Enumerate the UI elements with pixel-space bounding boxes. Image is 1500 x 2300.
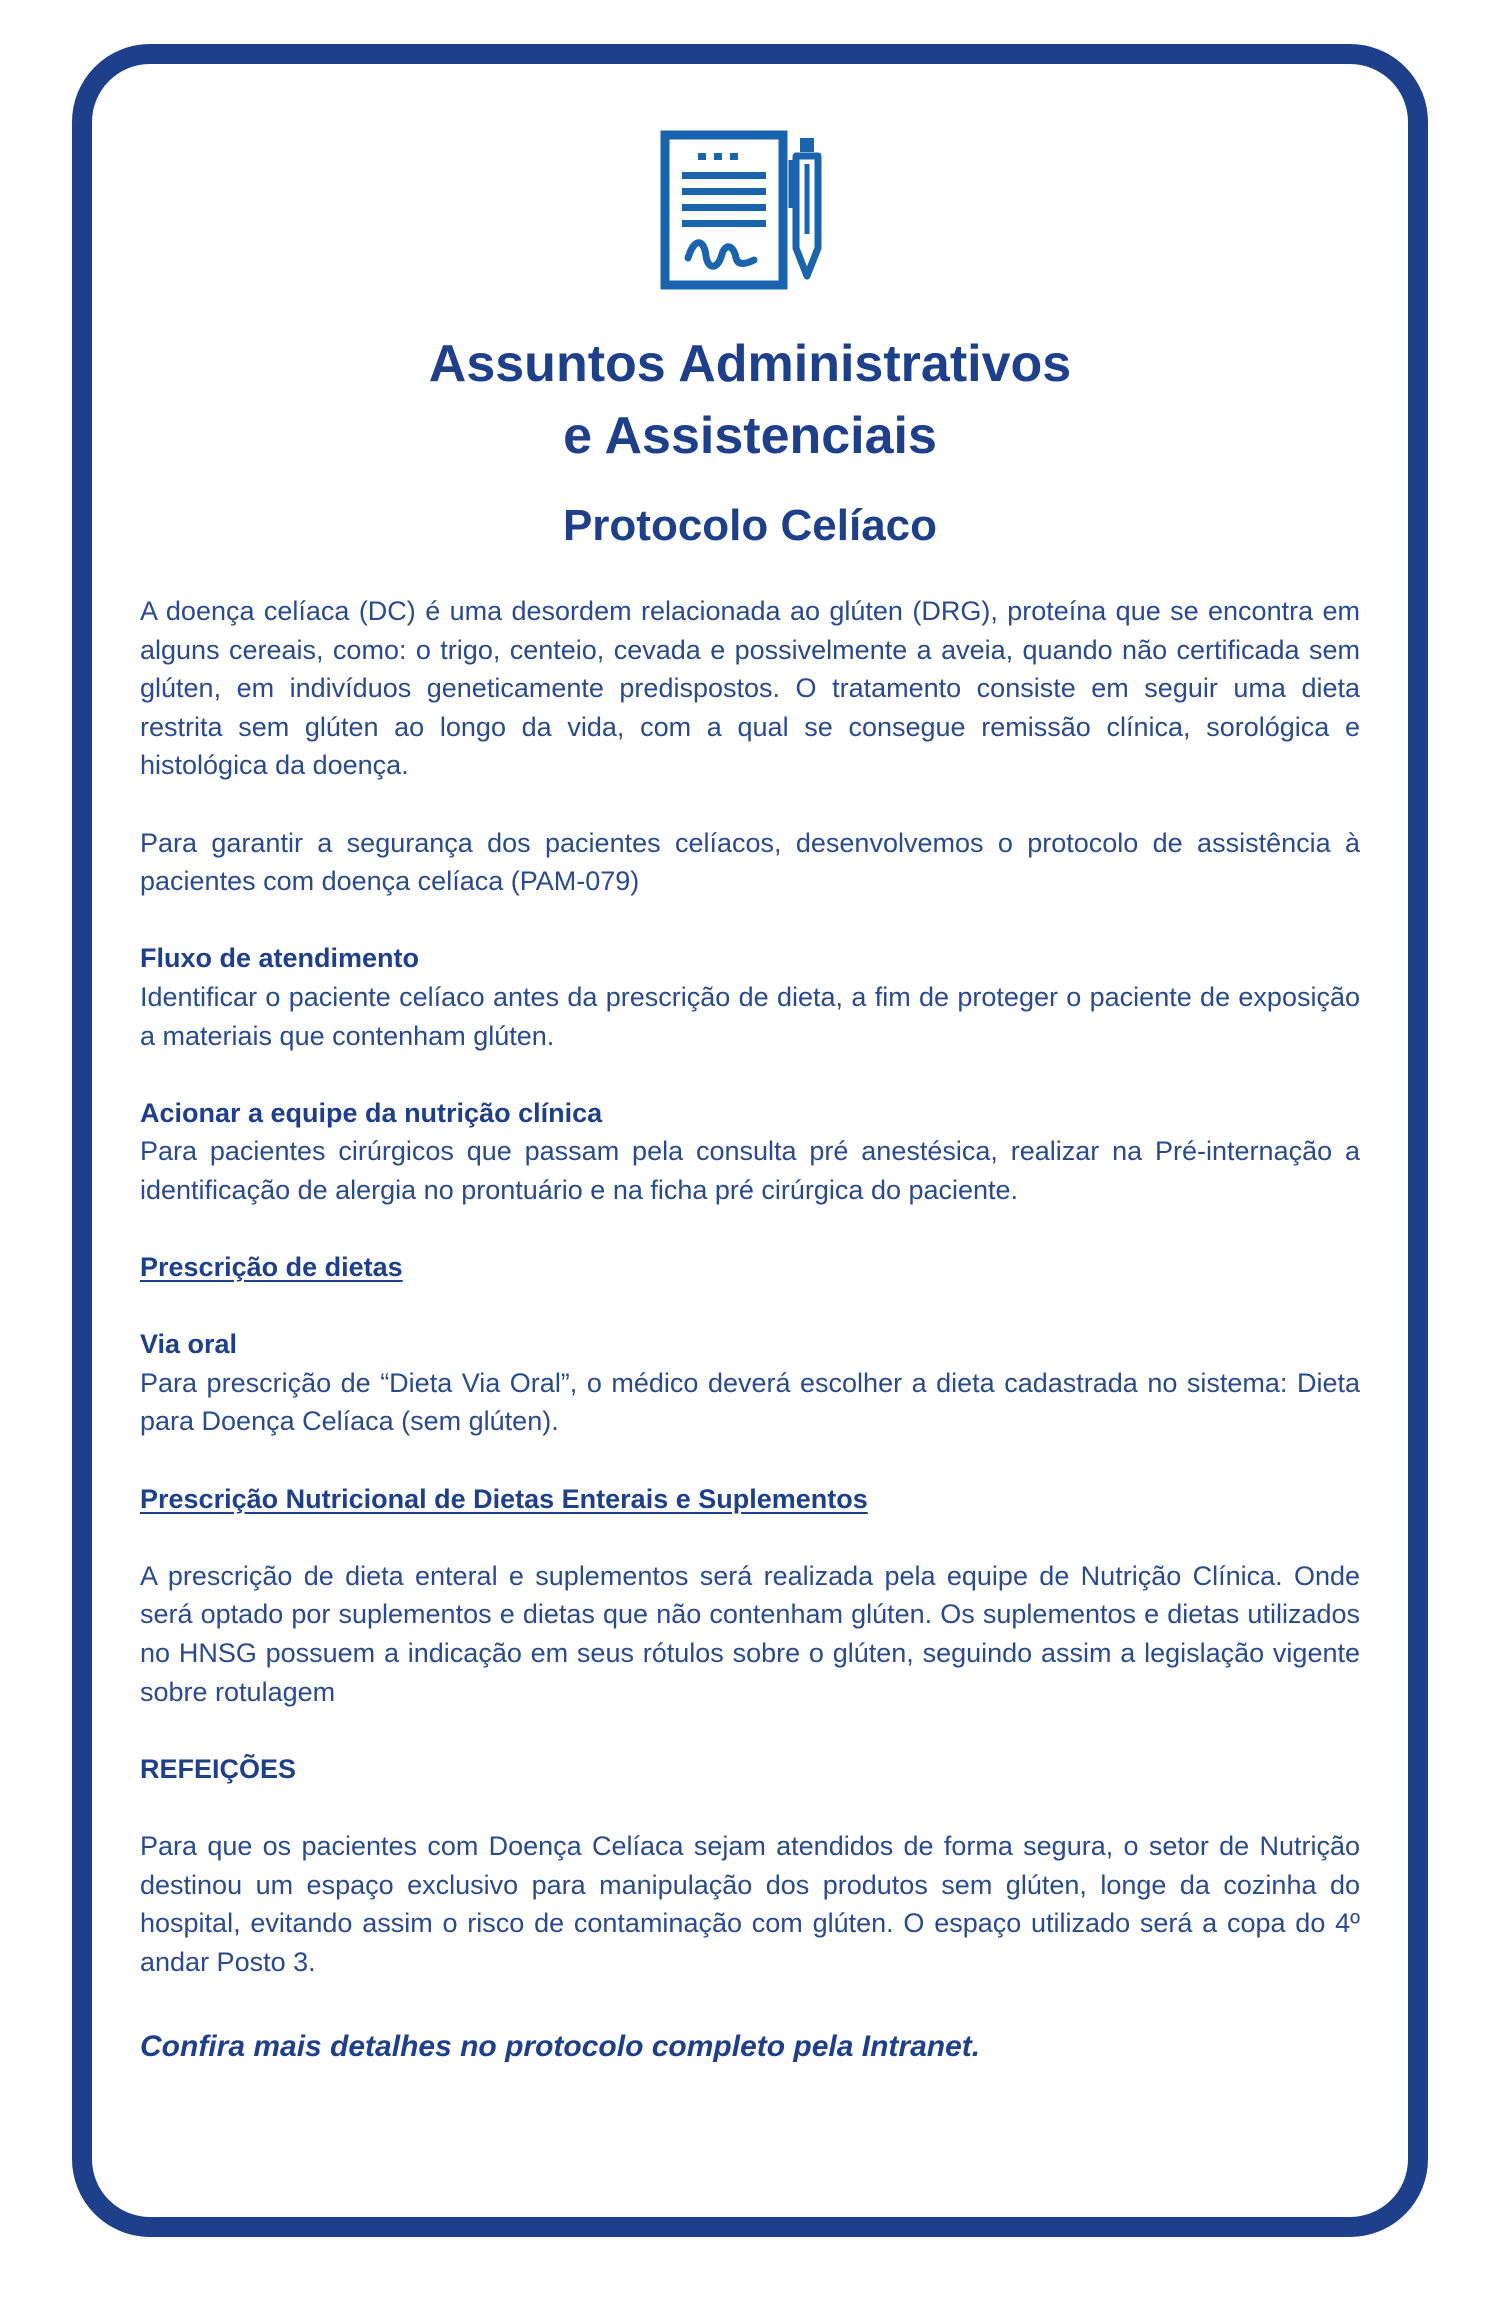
page-title-line-1: Assuntos Administrativos [428,335,1072,393]
refeicoes-paragraph: Para que os pacientes com Doença Celíaca sejam atendidos de forma segura, o setor de Nutrição destinou um espaço exclusivo para manipulação dos produtos sem glúten, longe da cozinha do hospital, evitando assim o risco de contaminação com glúten. O espaço utilizado será a copa do 4º andar Posto 3. [140,1831,1360,1977]
page-subtitle: Protocolo Celíaco [562,501,938,550]
acionar-heading: Acionar a equipe da nutrição clínica [140,1097,603,1128]
fluxo-heading: Fluxo de atendimento [140,943,420,974]
acionar-paragraph: Para pacientes cirúrgicos que passam pela consulta pré anestésica, realizar na Pré-internação a identificação de alergia no prontuário e na ficha pré cirúrgica do paciente. [140,1136,1360,1205]
refeicoes-heading: REFEIÇÕES [140,1753,297,1784]
closing-note: Confira mais detalhes no protocolo completo pela Intranet. [140,2029,981,2063]
document-with-pen-icon [660,130,840,290]
prescricao-heading: Prescrição de dietas [140,1252,403,1283]
enteral-paragraph: A prescrição de dieta enteral e suplementos será realizada pela equipe de Nutrição Clínica. Onde será optado por suplementos e dietas que não contenham glúten. Os suplementos e dietas utilizados no HNSG possuem a indicação em seus rótulos sobre o glúten, seguindo assim a legislação vigente sobre rotulagem [140,1560,1360,1707]
page-title [0,328,1500,472]
fluxo-paragraph: Identificar o paciente celíaco antes da prescrição de dieta, a fim de proteger o paciente de exposição a materiais que contenham glúten. [140,981,1360,1051]
enteral-heading: Prescrição Nutricional de Dietas Enterais e Suplementos [140,1483,868,1514]
document-body [140,592,1360,2067]
via-oral-heading: Via oral [140,1329,238,1360]
via-oral-paragraph: Para prescrição de “Dieta Via Oral”, o médico deverá escolher a dieta cadastrada no sistema: Dieta para Doença Celíaca (sem glúten). [140,1367,1360,1437]
page-title-line-2: e Assistenciais [563,407,937,465]
protocol-paragraph: Para garantir a segurança dos pacientes celíacos, desenvolvemos o protocolo de assistência à pacientes com doença celíaca (PAM-079) [140,827,1360,897]
intro-paragraph: A doença celíaca (DC) é uma desordem relacionada ao glúten (DRG), proteína que se encontra em alguns cereais, como: o trigo, centeio, cevada e possivelmente a aveia, quando não certificada sem glúten, em indivíduos geneticamente predispostos. O tratamento consiste em seguir uma dieta restrita sem glúten ao longo da vida, com a qual se consegue remissão clínica, sorológica e histológica da doença. [140,596,1360,781]
